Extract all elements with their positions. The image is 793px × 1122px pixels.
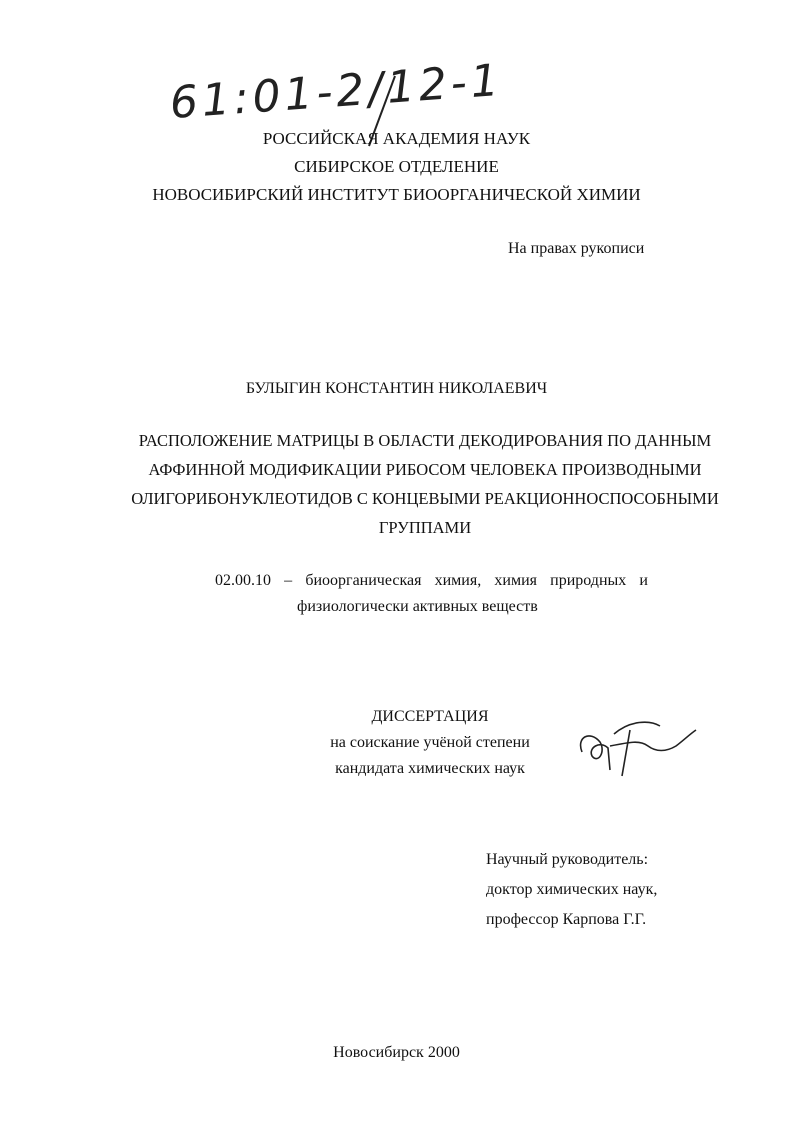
specialty-block: [215, 568, 648, 620]
dissertation-title: [60, 426, 790, 542]
dissertation-heading: ДИССЕРТАЦИЯ: [371, 708, 489, 725]
supervisor-role: Научный руководитель:: [486, 851, 649, 868]
supervisor-degree: доктор химических наук,: [486, 881, 658, 898]
supervisor-name: профессор Карпова Г.Г.: [486, 911, 647, 928]
specialty-word: и: [639, 572, 648, 589]
specialty-word: биоорганическая: [305, 572, 422, 589]
specialty-code: 02.00.10: [215, 572, 271, 589]
specialty-line-1: [215, 568, 648, 594]
supervisor-block: [486, 845, 657, 935]
specialty-dash: –: [284, 572, 293, 589]
dissertation-degree-line: на соискание учёной степени: [330, 734, 530, 751]
title-line: РАСПОЛОЖЕНИЕ МАТРИЦЫ В ОБЛАСТИ ДЕКОДИРОВАНИЯ ПО ДАННЫМ: [138, 431, 712, 450]
archive-stamp: [168, 55, 504, 129]
archive-code-text: 61:01-2/12-1: [168, 54, 505, 129]
header-academy: РОССИЙСКАЯ АКАДЕМИЯ НАУК: [262, 129, 531, 148]
title-line: ГРУППАМИ: [378, 518, 472, 537]
footer-city-year: Новосибирск 2000: [333, 1044, 460, 1061]
institution-header: [0, 125, 793, 209]
rights-note: На правах рукописи: [508, 240, 645, 257]
author-name: БУЛЫГИН КОНСТАНТИН НИКОЛАЕВИЧ: [245, 380, 548, 397]
title-line: ОЛИГОРИБОНУКЛЕОТИДОВ С КОНЦЕВЫМИ РЕАКЦИОННОСПОСОБНЫМИ: [131, 489, 719, 508]
specialty-word: природных: [550, 572, 627, 589]
dissertation-degree-line: кандидата химических наук: [335, 760, 525, 777]
signature-image: [570, 712, 705, 787]
specialty-word: химия: [494, 572, 537, 589]
dissertation-block: [320, 704, 540, 782]
specialty-word: химия,: [434, 572, 482, 589]
header-institute: НОВОСИБИРСКИЙ ИНСТИТУТ БИООРГАНИЧЕСКОЙ ХИМИИ: [152, 185, 641, 204]
header-branch: СИБИРСКОЕ ОТДЕЛЕНИЕ: [294, 157, 499, 176]
title-line: АФФИННОЙ МОДИФИКАЦИИ РИБОСОМ ЧЕЛОВЕКА ПРОИЗВОДНЫМИ: [148, 460, 702, 479]
specialty-line-2: физиологически активных веществ: [297, 598, 538, 615]
